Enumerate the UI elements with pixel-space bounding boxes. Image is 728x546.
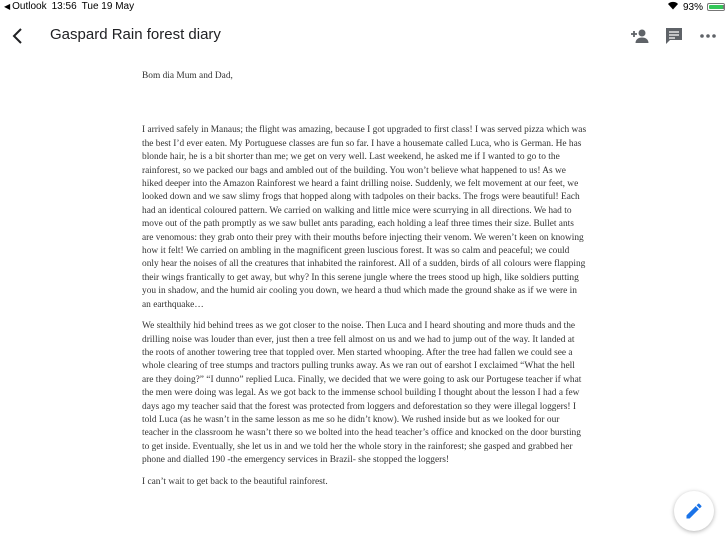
battery-icon <box>707 3 724 11</box>
edit-fab-button[interactable] <box>674 491 714 531</box>
edit-pencil-icon <box>684 501 704 521</box>
greeting: Bom dia Mum and Dad, <box>142 71 233 81</box>
status-bar <box>0 0 728 14</box>
document-body[interactable] <box>142 60 587 489</box>
more-options-button[interactable] <box>696 24 720 48</box>
app-bar <box>0 18 728 54</box>
comments-button[interactable] <box>662 24 686 48</box>
back-to-app-link[interactable] <box>4 1 47 12</box>
back-arrow-icon <box>6 24 30 48</box>
status-time: 13:56 <box>51 1 77 12</box>
more-vert-icon <box>696 24 720 48</box>
back-button[interactable] <box>6 24 30 48</box>
paragraph-2: We stealthily hid behind trees as we got closer to the noise. Then Luca and I heard shouting and more thuds and the drilling noise was louder than ever, just then a tree fell almost on us and we had to jump out of the way. It landed at the roots of another towering tree that toppled over. Men started whooping. After the tree had fallen we could see a whole clearing of tree stumps and tractors pulling trunks away. As we ran out of earshot I exclaimed “What the hell are they doing?” “I dunno” replied Luca. Finally, we decided that we were going to ask our Portugese teacher if what the men were doing was legal. As we got back to the immense school building I thought about the lesson I had a few days ago my teacher said that the forest was protected from loggers and deforestation so they were illegal loggers! I told Luca (as he wasn’t in the same lesson as me so he didn’t know). We rushed inside but as we looked for our teacher in the classroom he wasn’t there so we bolted into the head teacher’s office and knocked on the door bursting to get inside. Eventually, she let us in and we told her the whole story in the rainforest; she gasped and grabbed her phone and dialled 190 -the emergency services in Brazil- she stopped the loggers! <box>142 321 582 466</box>
back-triangle-icon: ◀ <box>4 2 11 11</box>
paragraph-1: I arrived safely in Manaus; the flight was amazing, because I got upgraded to first class! I was served pizza which was the best I’d ever eaten. My Portuguese classes are fun so far. I have a housemate called Luca, who is German. He has blonde hair, he is a bit shorter than me; we get on very well. Last weekend, he asked me if I wanted to go to the rainforest, so we packed our bags and ambled out of the building. You won’t believe what happened to us! As we hiked deeper into the Amazon Rainforest we heard a faint drilling noise. Suddenly, we felt movement at our feet, we looked down and we saw slimy frogs that hopped along with tadpoles on their backs. The frogs were beautiful! Each had an identical coloured pattern. We carried on walking and little mice were scurrying in all directions. We had to move out of the path promptly as we saw bullet ants parading, each holding a leaf three times their size. Bullet ants are venomous: they grab onto their prey with their mouths before injecting their venom. We weren’t keen on knowing how it felt! We carried on ambling in the magnificent green luscious forest. It was so calm and peaceful; we could only hear the noises of all the creatures that inhabited the rainforest. All of a sudden, birds of all colours were flapping their wings frantically to get away, but why? In this serene jungle where the trees stood up high, like soldiers putting you in shadow, and the humid air cooling you down, we heard a thud which made the ground shake as if we were in an earthquake… <box>142 125 587 310</box>
paragraph-3: I can’t wait to get back to the beautiful rainforest. <box>142 476 328 487</box>
status-right <box>667 1 724 13</box>
back-app-label: Outlook <box>12 1 47 12</box>
wifi-icon <box>667 1 679 13</box>
comment-icon <box>662 24 686 48</box>
share-button[interactable] <box>628 24 652 48</box>
status-left <box>4 1 134 12</box>
battery-percent: 93% <box>682 1 703 13</box>
document-title: Gaspard Rain forest diary <box>50 26 221 43</box>
add-person-icon <box>628 24 652 48</box>
status-date: Tue 19 May <box>81 1 135 12</box>
